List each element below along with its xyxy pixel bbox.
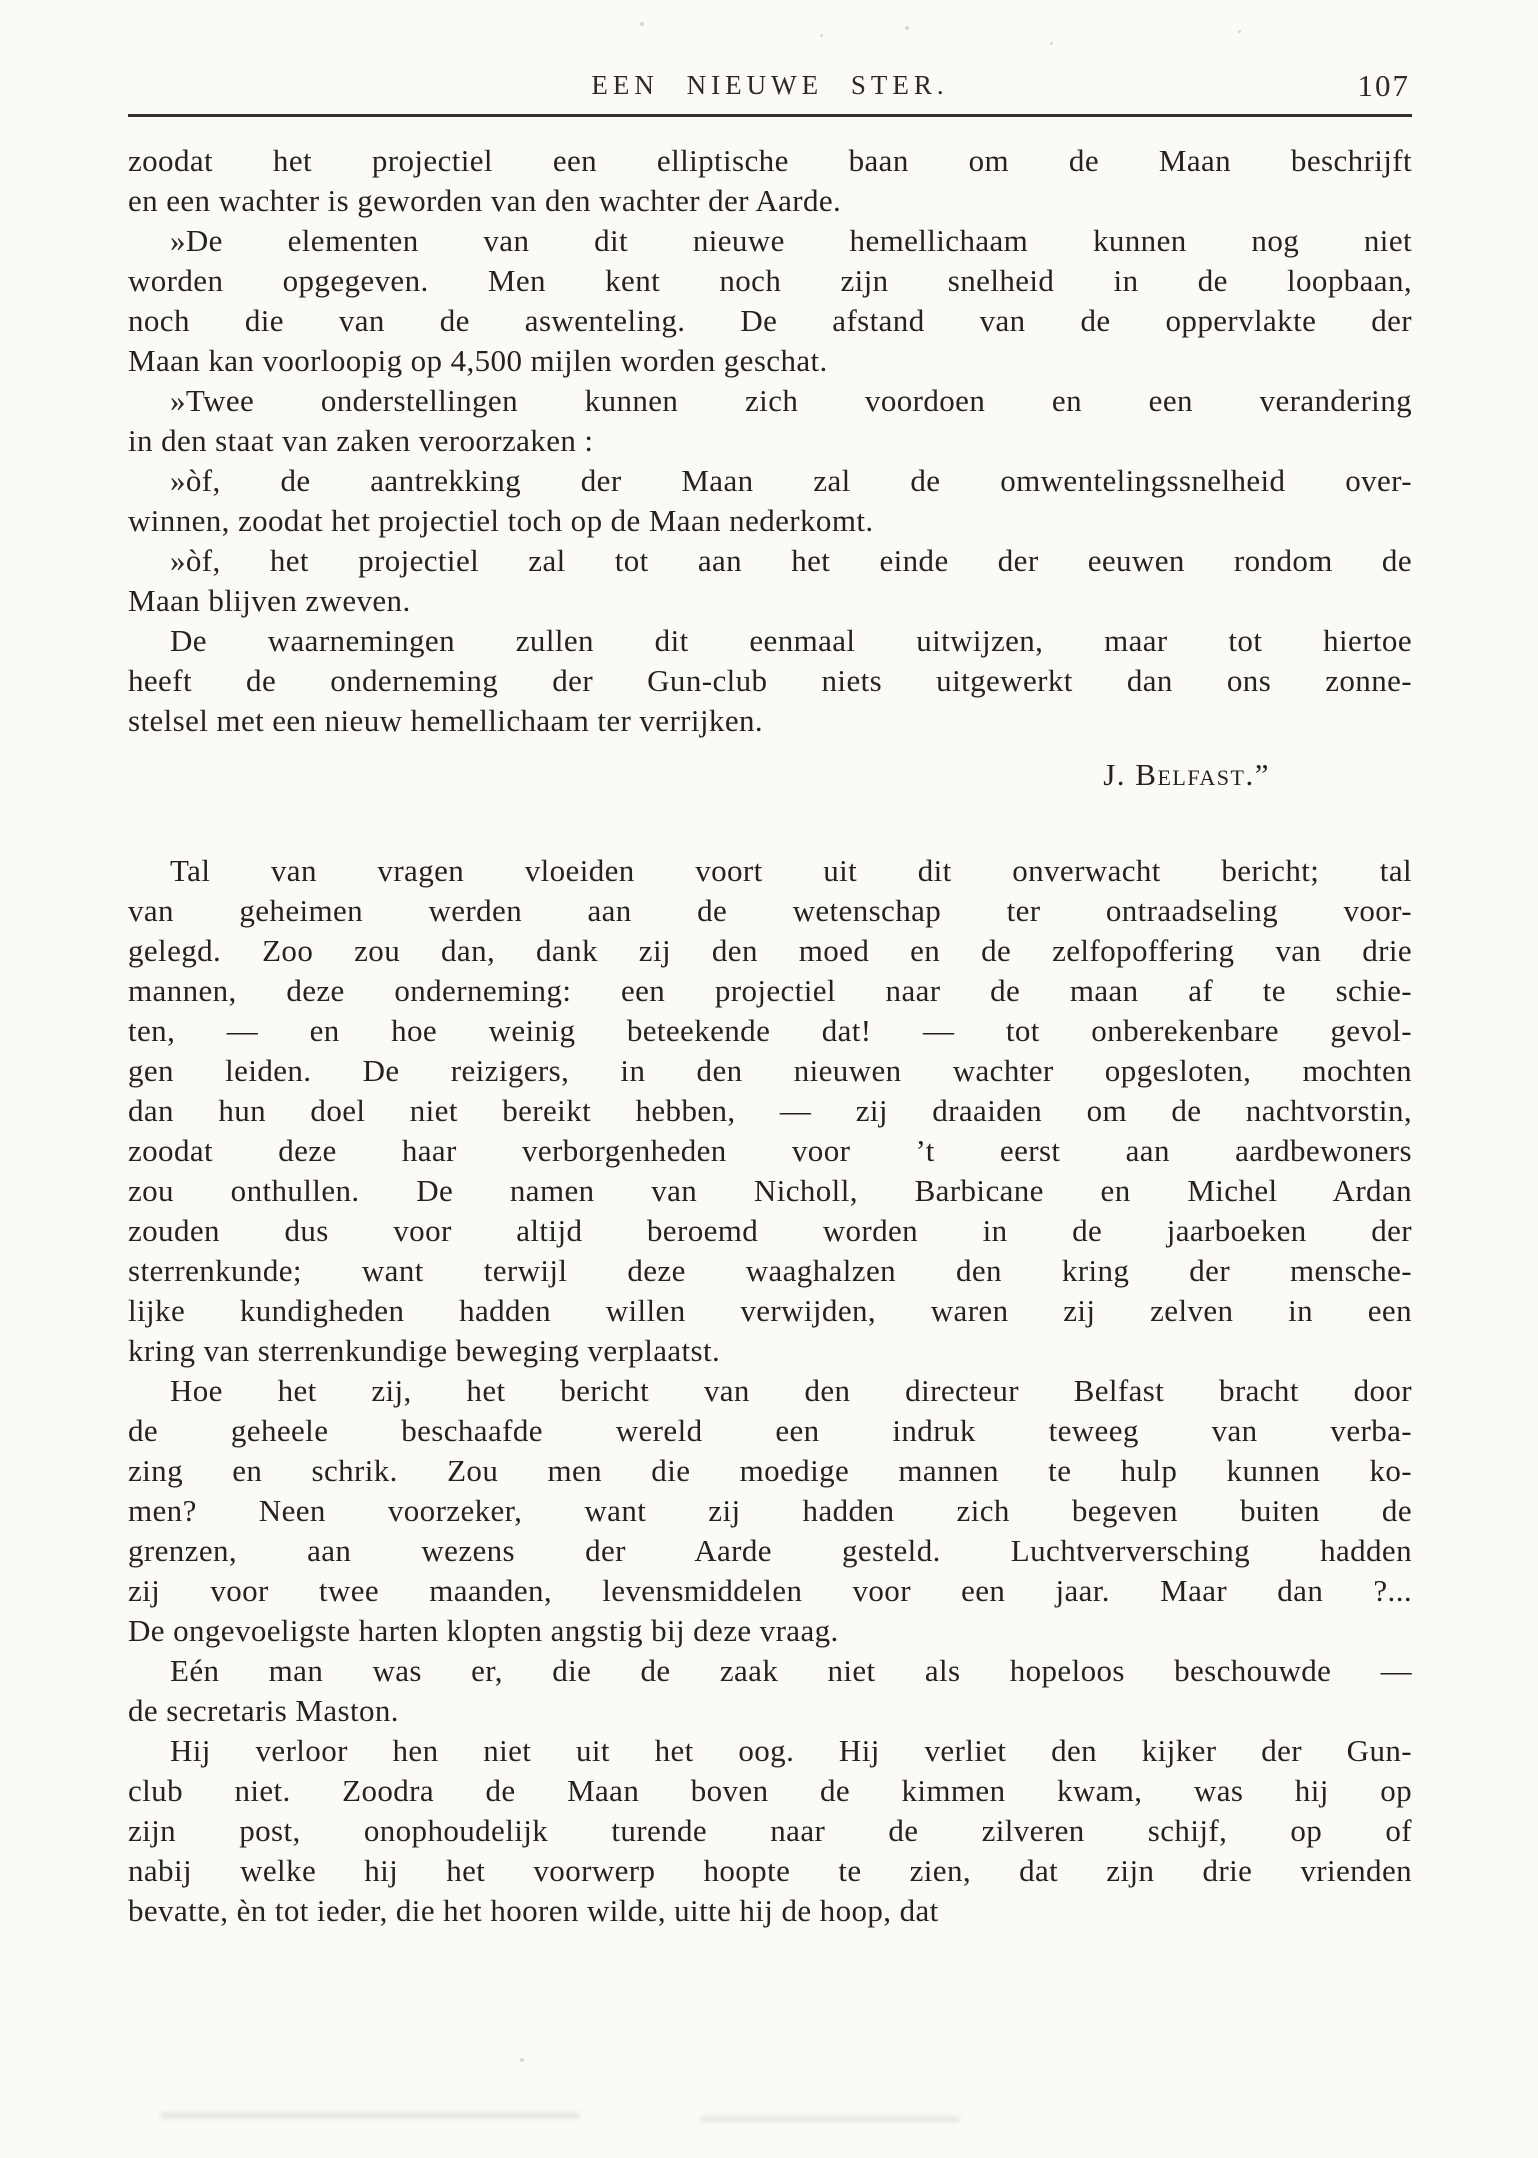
paragraph — [128, 1731, 1412, 1931]
paragraph — [128, 1651, 1412, 1731]
text-line: winnen, zoodat het projectiel toch op de Maan nederkomt. — [128, 503, 874, 538]
text-line: gelegd. Zoo zou dan, dank zij den moed en de zelfopoffering van drie — [128, 933, 1412, 968]
text-line: bevatte, èn tot ieder, die het hooren wilde, uitte hij de hoop, dat — [128, 1893, 939, 1928]
text-line: zouden dus voor altijd beroemd worden in de jaarboeken der — [128, 1213, 1412, 1248]
text-line: gen leiden. De reizigers, in den nieuwen wachter opgesloten, mochten — [128, 1053, 1412, 1088]
header-rule — [128, 114, 1412, 117]
paragraph — [128, 541, 1412, 621]
text-line: dan hun doel niet bereikt hebben, — zij draaiden om de nachtvorstin, — [128, 1093, 1412, 1128]
text-line: De waarnemingen zullen dit eenmaal uitwijzen, maar tot hiertoe — [170, 623, 1412, 658]
text-line: de geheele beschaafde wereld een indruk teweeg van verba- — [128, 1413, 1412, 1448]
text-line: »De elementen van dit nieuwe hemellichaam kunnen nog niet — [170, 223, 1412, 258]
text-line: »òf, de aantrekking der Maan zal de omwentelingssnelheid over- — [170, 463, 1412, 498]
text-line: van geheimen werden aan de wetenschap ter ontraadseling voor- — [128, 893, 1412, 928]
text-line: ten, — en hoe weinig beteekende dat! — tot onberekenbare gevol- — [128, 1013, 1412, 1048]
scan-artifact — [160, 2112, 580, 2119]
text-line: stelsel met een nieuw hemellichaam ter verrijken. — [128, 703, 764, 738]
text-line: sterrenkunde; want terwijl deze waaghalzen den kring der mensche- — [128, 1253, 1412, 1288]
text-line: Tal van vragen vloeiden voort uit dit onverwacht bericht; tal — [170, 853, 1412, 888]
text-line: worden opgegeven. Men kent noch zijn snelheid in de loopbaan, — [128, 263, 1412, 298]
text-line: zing en schrik. Zou men die moedige mannen te hulp kunnen ko- — [128, 1453, 1412, 1488]
scan-artifact — [700, 2116, 960, 2122]
page-header — [128, 70, 1412, 106]
text-line: de secretaris Maston. — [128, 1693, 399, 1728]
text-line: en een wachter is geworden van den wachter der Aarde. — [128, 183, 842, 218]
text-line: club niet. Zoodra de Maan boven de kimmen kwam, was hij op — [128, 1773, 1412, 1808]
text-line: Hij verloor hen niet uit het oog. Hij verliet den kijker der Gun- — [170, 1733, 1412, 1768]
text-line: zij voor twee maanden, levensmiddelen voor een jaar. Maar dan ?... — [128, 1573, 1412, 1608]
text-line: in den staat van zaken veroorzaken : — [128, 423, 594, 458]
page-number: 107 — [1357, 68, 1410, 103]
page-content — [128, 0, 1412, 1931]
paragraph — [128, 141, 1412, 221]
paragraph — [128, 221, 1412, 381]
text-line: zoodat het projectiel een elliptische baan om de Maan beschrijft — [128, 143, 1412, 178]
text-line: Eén man was er, die de zaak niet als hopeloos beschouwde — — [170, 1653, 1412, 1688]
text-line: Maan blijven zweven. — [128, 583, 411, 618]
text-line: nabij welke hij het voorwerp hoopte te zien, dat zijn drie vrienden — [128, 1853, 1412, 1888]
text-line: De ongevoeligste harten klopten angstig bij deze vraag. — [128, 1613, 839, 1648]
paragraph — [128, 381, 1412, 461]
text-line: mannen, deze onderneming: een projectiel naar de maan af te schie- — [128, 973, 1412, 1008]
text-line: noch die van de aswenteling. De afstand van de oppervlakte der — [128, 303, 1412, 338]
paragraph — [128, 621, 1412, 741]
paragraph — [128, 1371, 1412, 1651]
text-line: lijke kundigheden hadden willen verwijden, waren zij zelven in een — [128, 1293, 1412, 1328]
text-line: Hoe het zij, het bericht van den directeur Belfast bracht door — [170, 1373, 1412, 1408]
page-body — [128, 141, 1412, 1931]
text-line: grenzen, aan wezens der Aarde gesteld. Luchtverversching hadden — [128, 1533, 1412, 1568]
text-line: Maan kan voorloopig op 4,500 mijlen worden geschat. — [128, 343, 828, 378]
text-line: »Twee onderstellingen kunnen zich voordoen en een verandering — [170, 383, 1412, 418]
letter-signature: J. Belfast.” — [1103, 757, 1270, 792]
text-line: zijn post, onophoudelijk turende naar de zilveren schijf, op of — [128, 1813, 1412, 1848]
text-line: men? Neen voorzeker, want zij hadden zich begeven buiten de — [128, 1493, 1412, 1528]
text-line: zoodat deze haar verborgenheden voor ’t eerst aan aardbewoners — [128, 1133, 1412, 1168]
text-line: heeft de onderneming der Gun-club niets uitgewerkt dan ons zonne- — [128, 663, 1412, 698]
text-line: zou onthullen. De namen van Nicholl, Barbicane en Michel Ardan — [128, 1173, 1412, 1208]
text-line: »òf, het projectiel zal tot aan het einde der eeuwen rondom de — [170, 543, 1412, 578]
paragraph — [128, 851, 1412, 1371]
text-line: kring van sterrenkundige beweging verplaatst. — [128, 1333, 721, 1368]
paragraph — [128, 461, 1412, 541]
running-title: EEN NIEUWE STER. — [591, 70, 949, 100]
scan-artifact — [520, 2058, 524, 2062]
